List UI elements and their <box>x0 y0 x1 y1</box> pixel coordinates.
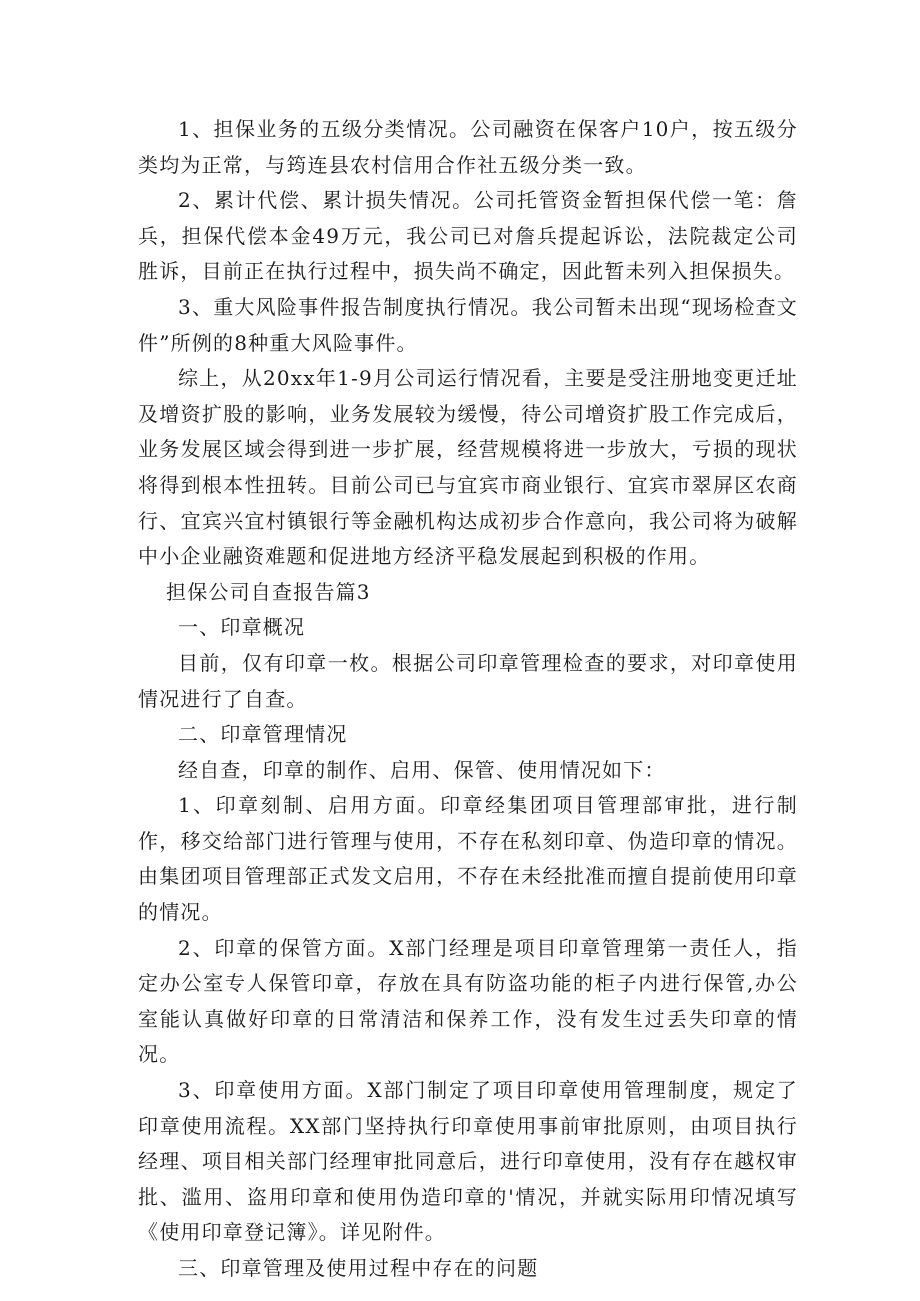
document-body <box>138 112 798 1287</box>
section-title-report-3: 担保公司自查报告篇3 <box>166 579 371 604</box>
heading-seal-management: 二、印章管理情况 <box>178 722 348 747</box>
paragraph-guarantee-classification: 1、担保业务的五级分类情况。公司融资在保客户10户，按五级分类均为正常，与筠连县农村信用合作社五级分类一致。 <box>138 117 798 177</box>
heading-seal-problems: 三、印章管理及使用过程中存在的问题 <box>178 1256 539 1280</box>
paragraph-cumulative-compensation: 2、累计代偿、累计损失情况。公司托管资金暂担保代偿一笔：詹兵，担保代偿本金49万元，我公司已对詹兵提起诉讼，法院裁定公司胜诉，目前正在执行过程中，损失尚不确定，因此暂未列入担保损失。 <box>138 188 798 284</box>
heading-seal-overview: 一、印章概况 <box>178 615 306 640</box>
paragraph-seal-usage: 3、印章使用方面。X部门制定了项目印章使用管理制度，规定了印章使用流程。XX部门坚持执行印章使用事前审批原则，由项目执行经理、项目相关部门经理审批同意后，进行印章使用，没有存在越权审批、滥用、盗用印章和使用伪造印章的'情况，并就实际用印情况填写《使用印章登记簿》。详见附件。 <box>138 1078 798 1245</box>
paragraph-seal-overview: 目前，仅有印章一枚。根据公司印章管理检查的要求，对印章使用情况进行了自查。 <box>138 650 798 711</box>
paragraph-self-check-intro: 经自查，印章的制作、启用、保管、使用情况如下： <box>178 757 666 782</box>
paragraph-major-risk-events: 3、重大风险事件报告制度执行情况。我公司暂未出现“现场检查文件”所例的8种重大风险事件。 <box>138 294 798 355</box>
paragraph-seal-custody: 2、印章的保管方面。X部门经理是项目印章管理第一责任人，指定办公室专人保管印章，存放在具有防盗功能的柜子内进行保管,办公室能认真做好印章的日常清洁和保养工作，没有发生过丢失印章的情况。 <box>138 935 798 1067</box>
paragraph-summary: 综上，从20xx年1-9月公司运行情况看，主要是受注册地变更迁址及增资扩股的影响，业务发展较为缓慢，待公司增资扩股工作完成后，业务发展区域会得到进一步扩展，经营规模将进一步放大，亏损的现状将得到根本性扭转。目前公司已与宜宾市商业银行、宜宾市翠屏区农商行、宜宾兴宜村镇银行等金融机构达成初步合作意向，我公司将为破解中小企业融资难题和促进地方经济平稳发展起到积极的作用。 <box>138 366 798 569</box>
paragraph-seal-engraving: 1、印章刻制、启用方面。印章经集团项目管理部审批，进行制作，移交给部门进行管理与使用，不存在私刻印章、伪造印章的情况。由集团项目管理部正式发文启用，不存在未经批准而擅自提前使用印章的情况。 <box>138 793 798 925</box>
